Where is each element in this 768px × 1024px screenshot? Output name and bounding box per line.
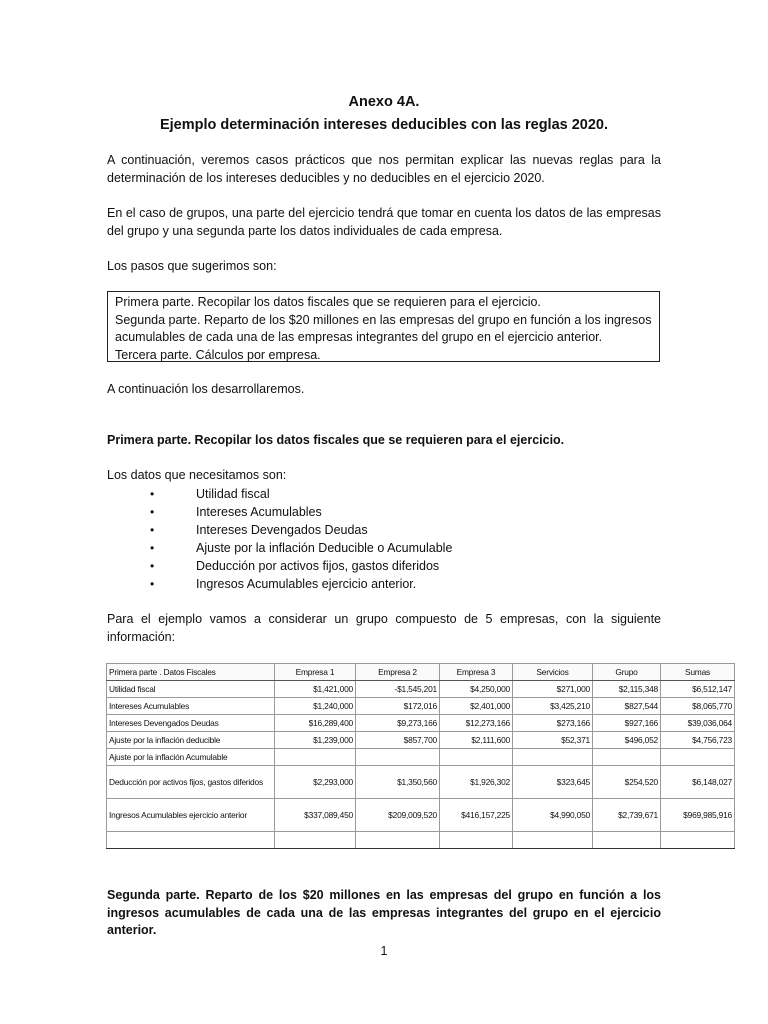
list-item: • Intereses Devengados Deudas <box>150 523 368 537</box>
row-label: Deducción por activos fijos, gastos diferidos <box>107 766 275 799</box>
table-cell <box>661 749 735 766</box>
table-cell <box>593 749 661 766</box>
table-cell: $827,544 <box>593 698 661 715</box>
table-cell: $1,421,000 <box>275 681 356 698</box>
table-cell: $209,009,520 <box>356 799 440 832</box>
table-cell: $416,157,225 <box>440 799 513 832</box>
example-paragraph: Para el ejemplo vamos a considerar un grupo compuesto de 5 empresas, con la siguiente información: <box>107 612 661 644</box>
table-cell: -$1,545,201 <box>356 681 440 698</box>
table-cell: $4,756,723 <box>661 732 735 749</box>
table-header: Sumas <box>661 664 735 681</box>
table-cell: $1,350,560 <box>356 766 440 799</box>
row-label: Utilidad fiscal <box>107 681 275 698</box>
fiscal-data-table <box>106 663 735 849</box>
document-subtitle: Ejemplo determinación intereses deducibles con las reglas 2020. <box>159 117 609 133</box>
table-cell: $2,401,000 <box>440 698 513 715</box>
table-row <box>107 749 735 766</box>
row-label: Intereses Acumulables <box>107 698 275 715</box>
bullet-icon: • <box>150 559 155 573</box>
table-header: Servicios <box>513 664 593 681</box>
table-header: Grupo <box>593 664 661 681</box>
table-cell <box>440 749 513 766</box>
table-cell: $16,289,400 <box>275 715 356 732</box>
data-list <box>107 485 661 593</box>
table-cell <box>356 749 440 766</box>
table-cell: $52,371 <box>513 732 593 749</box>
table-cell: $969,985,916 <box>661 799 735 832</box>
list-item: • Utilidad fiscal <box>150 487 270 501</box>
steps-box-line: Segunda parte. Reparto de los $20 millones en las empresas del grupo en función a los ingresos <box>115 312 652 327</box>
table-row <box>107 766 735 799</box>
table-cell: $2,111,600 <box>440 732 513 749</box>
part1-heading: Primera parte. Recopilar los datos fiscales que se requieren para el ejercicio. <box>107 433 565 447</box>
table-cell <box>513 749 593 766</box>
list-item: • Ajuste por la inflación Deducible o Acumulable <box>150 541 453 555</box>
list-item: • Intereses Acumulables <box>150 505 322 519</box>
steps-box <box>107 291 660 362</box>
table-cell: $927,166 <box>593 715 661 732</box>
table-cell <box>275 749 356 766</box>
table-cell: $3,425,210 <box>513 698 593 715</box>
table-cell: $6,512,147 <box>661 681 735 698</box>
bullet-icon: • <box>150 541 155 555</box>
bullet-icon: • <box>150 577 155 591</box>
table-header: Empresa 1 <box>275 664 356 681</box>
table-cell: $39,036,064 <box>661 715 735 732</box>
list-item: • Ingresos Acumulables ejercicio anterior. <box>150 577 417 591</box>
table-row <box>107 732 735 749</box>
groups-paragraph: En el caso de grupos, una parte del ejercicio tendrá que tomar en cuenta los datos de las empresas del grupo y una segunda parte los datos individuales de cada empresa. <box>107 206 661 238</box>
table-cell: $254,520 <box>593 766 661 799</box>
row-label: Intereses Devengados Deudas <box>107 715 275 732</box>
steps-intro: Los pasos que sugerimos son: <box>107 259 277 273</box>
table-cell: $4,250,000 <box>440 681 513 698</box>
table-cell: $4,990,050 <box>513 799 593 832</box>
part2-heading: Segunda parte. Reparto de los $20 millones en las empresas del grupo en función a los ingresos acumulables de cada una de las empresas integrantes del grupo en el ejercicio anterior. <box>107 888 661 937</box>
table-cell: $172,016 <box>356 698 440 715</box>
page-number: 1 <box>380 944 388 958</box>
table-cell: $857,700 <box>356 732 440 749</box>
table-row <box>107 681 735 698</box>
table-header: Empresa 3 <box>440 664 513 681</box>
intro-paragraph: A continuación, veremos casos prácticos que nos permitan explicar las nuevas reglas para la determinación de los intereses deducibles y no deducibles en el ejercicio 2020. <box>107 153 661 185</box>
table-header-row <box>107 664 735 681</box>
table-row-empty <box>107 832 735 849</box>
table-cell: $9,273,166 <box>356 715 440 732</box>
table-row <box>107 715 735 732</box>
table-cell: $337,089,450 <box>275 799 356 832</box>
table-cell: $2,293,000 <box>275 766 356 799</box>
data-needed-paragraph: Los datos que necesitamos son: <box>107 468 287 482</box>
table-cell: $323,645 <box>513 766 593 799</box>
table-header: Primera parte . Datos Fiscales <box>107 664 275 681</box>
table-cell: $271,000 <box>513 681 593 698</box>
table-cell: $1,926,302 <box>440 766 513 799</box>
bullet-icon: • <box>150 523 155 537</box>
table-cell: $6,148,027 <box>661 766 735 799</box>
table-row <box>107 698 735 715</box>
table-cell: $2,115,348 <box>593 681 661 698</box>
table-cell: $1,239,000 <box>275 732 356 749</box>
row-label: Ajuste por la inflación deducible <box>107 732 275 749</box>
table-header: Empresa 2 <box>356 664 440 681</box>
steps-box-line: Tercera parte. Cálculos por empresa. <box>115 347 321 362</box>
table-cell: $8,065,770 <box>661 698 735 715</box>
row-label: Ajuste por la inflación Acumulable <box>107 749 275 766</box>
table-cell: $2,739,671 <box>593 799 661 832</box>
row-label: Ingresos Acumulables ejercicio anterior <box>107 799 275 832</box>
table-row <box>107 799 735 832</box>
table-cell: $1,240,000 <box>275 698 356 715</box>
steps-box-line: Primera parte. Recopilar los datos fiscales que se requieren para el ejercicio. <box>115 295 541 309</box>
steps-box-line: acumulables de cada una de las empresas integrantes del grupo en el ejercicio anterior. <box>115 330 603 344</box>
table-cell: $273,166 <box>513 715 593 732</box>
table-cell: $496,052 <box>593 732 661 749</box>
develop-paragraph: A continuación los desarrollaremos. <box>107 382 305 396</box>
bullet-icon: • <box>150 505 155 519</box>
bullet-icon: • <box>150 487 155 501</box>
table-cell: $12,273,166 <box>440 715 513 732</box>
document-title: Anexo 4A. <box>348 94 420 110</box>
list-item: • Deducción por activos fijos, gastos diferidos <box>150 559 440 573</box>
